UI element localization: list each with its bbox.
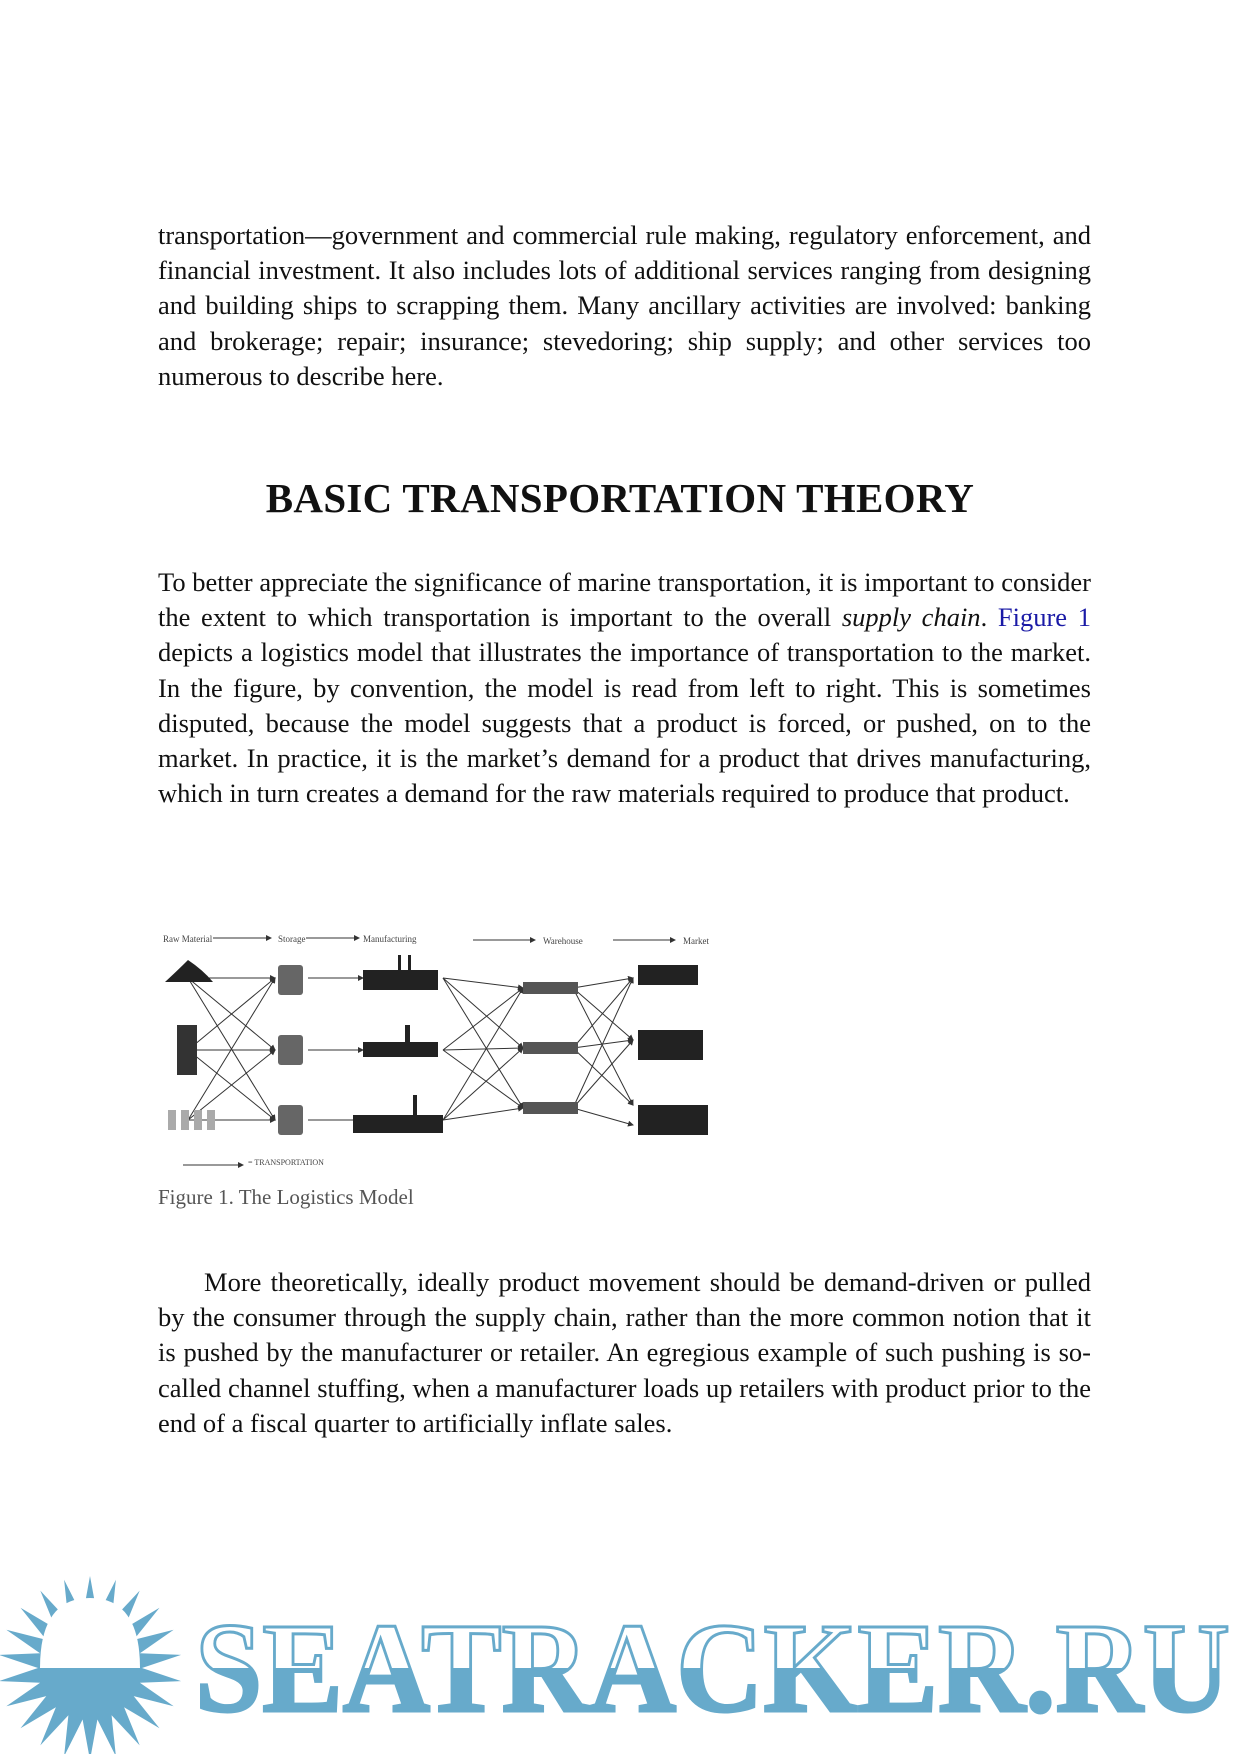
figure-link[interactable]: Figure 1 — [997, 602, 1091, 633]
section-heading: BASIC TRANSPORTATION THEORY — [265, 475, 975, 521]
storage-tank-icon — [278, 965, 303, 1135]
paragraph-demand: More theoretically, ideally product movement should be demand-driven or pulled by the consumer through the supply chain, rather than the more common notion that it is pushed by the manufacturer or retailer. An egregious example of such pushing is so-called channel stuffing, when a manufacturer loads up retailers with product prior to the end of a fiscal quarter to artificially inflate sales. — [158, 1267, 1091, 1438]
market-store-icon — [638, 965, 698, 985]
factory-icon — [353, 955, 443, 1133]
paragraph-intro: transportation—government and commercial rule making, regulatory enforcement, and financial investment. It also includes lots of additional services ranging from designing and building ships to scrapping them. Many ancillary activities are involved: banking and brokerage; repair; insurance; stevedoring; ship supply; and other services too numerous to describe here. — [158, 220, 1091, 391]
stage-label-manufacturing: Manufacturing — [363, 934, 417, 944]
text: . — [980, 602, 998, 633]
logo-text: SEATRACKER.RU — [195, 1597, 1230, 1739]
stage-label-market: Market — [683, 936, 709, 946]
market-crowd-icon — [638, 1030, 703, 1060]
warehouse-icon — [523, 982, 578, 1114]
raw-material-tree-icon — [177, 1025, 197, 1075]
legend-label: = TRANSPORTATION — [248, 1158, 324, 1167]
text: To better appreciate the significance of marine transportation, it is important to consider the extent to which transportation is important to the overall — [158, 567, 1091, 633]
emphasis-supply-chain: supply chain — [841, 602, 981, 633]
sun-icon — [0, 1576, 181, 1754]
figure-caption: Figure 1. The Logistics Model — [158, 1185, 414, 1209]
stage-label-raw-material: Raw Material — [163, 934, 213, 944]
seatracker-logo — [0, 1568, 1240, 1754]
market-crowd-icon — [638, 1105, 708, 1135]
text: depicts a logistics model that illustrates the importance of transportation to the market. In the figure, by convention, the model is read from left to right. This is sometimes disputed, because the model suggests that a product is forced, or pushed, on to the market. In practice, it is the market’s demand for a product that drives manufacturing, which in turn creates a demand for the raw materials required to produce that product. — [158, 637, 1091, 809]
paragraph-theory — [158, 565, 1091, 811]
stage-label-storage: Storage — [278, 934, 306, 944]
stage-label-warehouse: Warehouse — [543, 936, 583, 946]
raw-material-mound-icon — [165, 960, 213, 982]
logistics-model-figure — [163, 930, 775, 1175]
